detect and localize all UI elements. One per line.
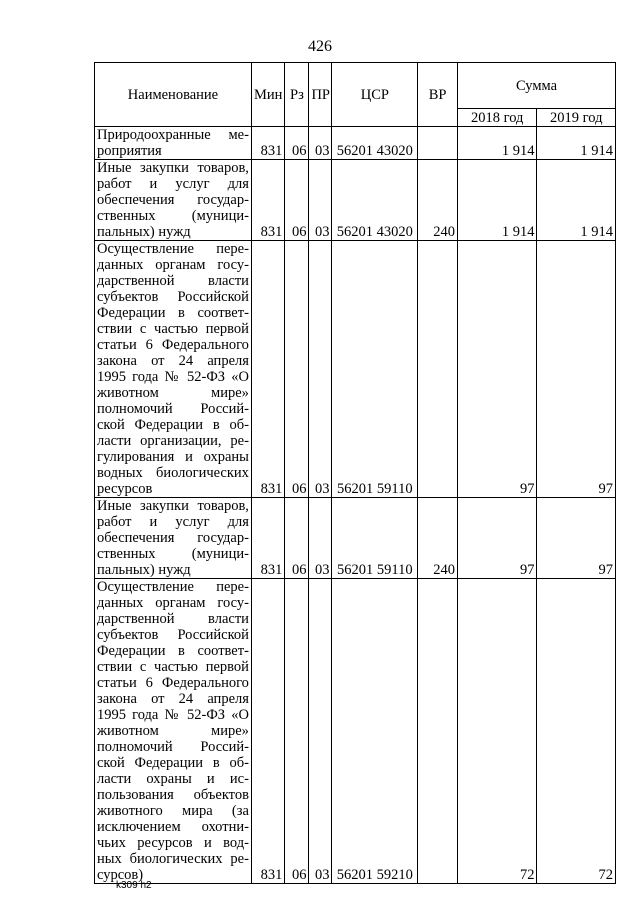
row-name: Осуществление пере-данных органам госу-дарственной власти субъектов Российской Федерации в соответ-ствии с частью первой статьи 6 Федерального закона от 24 апреля 1995 года № 52-ФЗ «О животном мире» полномочий Россий-ской Федерации в об-ласти охраны и ис-пользования объектов животного мира (за исключением охотни-чьих ресурсов и вод-ных биологических ре-сурсов) [95,579,252,884]
row-rz: 06 [285,127,309,160]
row-vr: 240 [418,160,458,241]
row-sum-2018: 97 [457,498,537,579]
header-year-2018: 2018 год [457,109,537,127]
footer-code: k309 h2 [116,880,152,891]
row-sum-2018: 97 [457,241,537,498]
row-rz: 06 [285,160,309,241]
budget-table [94,62,616,884]
row-name: Природоохранные ме-роприятия [95,127,252,160]
row-vr [418,127,458,160]
row-vr [418,579,458,884]
row-rz: 06 [285,498,309,579]
row-pr: 03 [309,498,332,579]
header-name: Наименование [95,63,252,127]
table-row [95,579,616,884]
row-csr: 56201 43020 [332,160,418,241]
row-vr: 240 [418,498,458,579]
page-number: 426 [308,38,332,55]
table-row [95,160,616,241]
table-row [95,127,616,160]
header-vr: ВР [418,63,458,127]
row-sum-2019: 97 [537,241,616,498]
header-rz: Рз [285,63,309,127]
row-rz: 06 [285,579,309,884]
row-sum-2019: 1 914 [537,127,616,160]
row-sum-2019: 97 [537,498,616,579]
row-pr: 03 [309,579,332,884]
row-csr: 56201 59210 [332,579,418,884]
row-min: 831 [251,241,284,498]
row-min: 831 [251,579,284,884]
row-csr: 56201 43020 [332,127,418,160]
row-name: Осуществление пере-данных органам госу-дарственной власти субъектов Российской Федерации в соответ-ствии с частью первой статьи 6 Федерального закона от 24 апреля 1995 года № 52-ФЗ «О животном мире» полномочий Россий-ской Федерации в об-ласти организации, ре-гулирования и охраны водных биологических ресурсов [95,241,252,498]
row-min: 831 [251,160,284,241]
row-sum-2018: 1 914 [457,127,537,160]
header-min: Мин [251,63,284,127]
row-name: Иные закупки товаров, работ и услуг для обеспечения государ-ственных (муници-пальных) нужд [95,498,252,579]
table-row [95,241,616,498]
row-name: Иные закупки товаров, работ и услуг для обеспечения государ-ственных (муници-пальных) нужд [95,160,252,241]
row-vr [418,241,458,498]
row-csr: 56201 59110 [332,241,418,498]
row-sum-2019: 1 914 [537,160,616,241]
header-sum: Сумма [457,63,615,109]
row-sum-2018: 1 914 [457,160,537,241]
row-sum-2018: 72 [457,579,537,884]
header-csr: ЦСР [332,63,418,127]
row-min: 831 [251,127,284,160]
row-sum-2019: 72 [537,579,616,884]
table-row [95,498,616,579]
row-pr: 03 [309,241,332,498]
row-csr: 56201 59110 [332,498,418,579]
row-pr: 03 [309,127,332,160]
row-min: 831 [251,498,284,579]
header-year-2019: 2019 год [537,109,616,127]
header-pr: ПР [309,63,332,127]
row-rz: 06 [285,241,309,498]
row-pr: 03 [309,160,332,241]
